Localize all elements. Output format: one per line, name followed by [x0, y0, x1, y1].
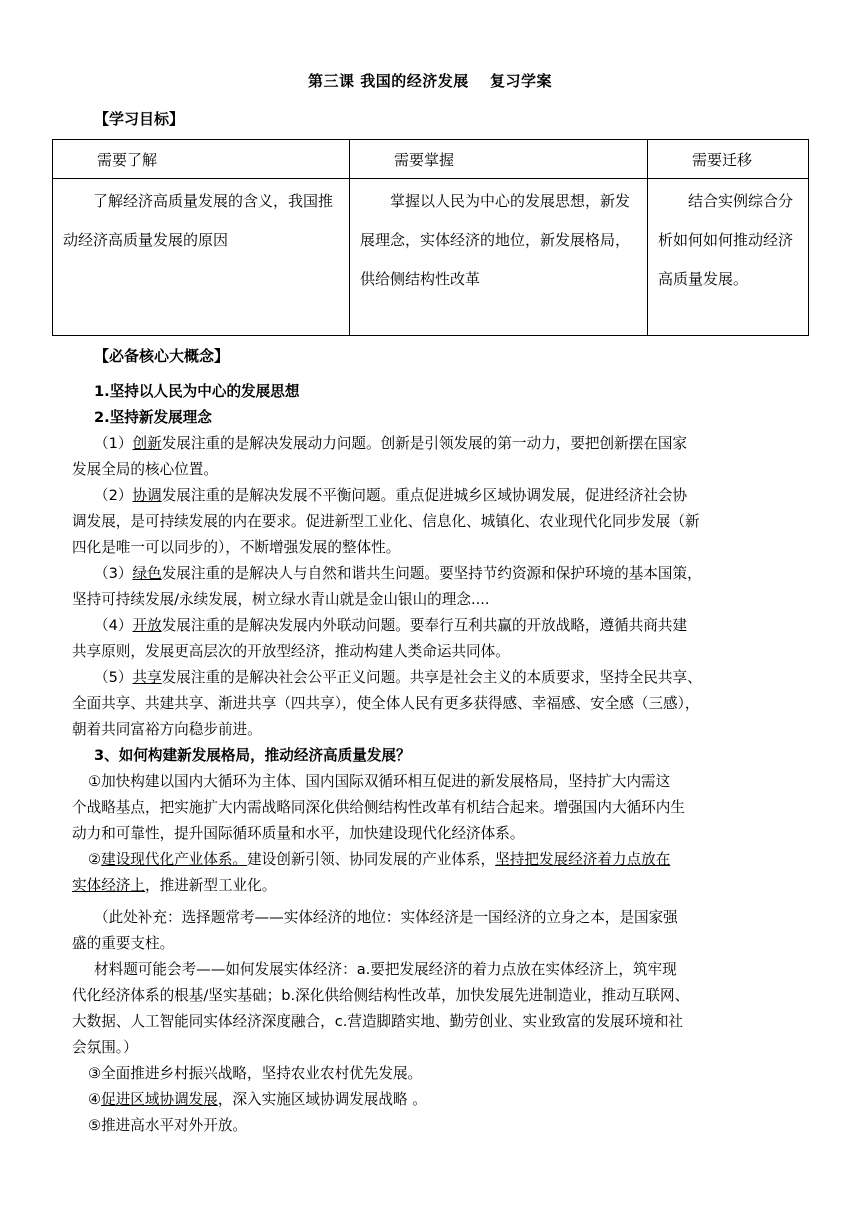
green-line-1: [94, 562, 702, 583]
point-2: 2.坚持新发展理念: [94, 409, 212, 426]
header-understand: 需要了解: [53, 140, 350, 179]
regional-keyword: 促进区域协调发展: [101, 1091, 218, 1108]
regional-line: [88, 1088, 427, 1109]
cell-transfer: [648, 179, 809, 336]
supplement-line-1: （此处补充：选择题常考——实体经济的地位：实体经济是一国经济的立身之本，是国家强: [94, 909, 678, 926]
sharing-line-2: 全面共享、共建共享、渐进共享（四共享），使全体人民有更多获得感、幸福感、安全感（三感），: [72, 695, 700, 712]
circulation-line-2: 个战略基点，把实施扩大内需战略同深化供给侧结构性改革有机结合起来。增强国内大循环内生: [72, 799, 685, 816]
open-line-2: 共享原则，发展更高层次的开放型经济，推动构建人类命运共同体。: [72, 643, 510, 660]
sharing-num: （5）: [94, 669, 133, 686]
open-keyword: 开放: [132, 617, 162, 634]
open-num: （4）: [94, 617, 133, 634]
material-line-3: 大数据、人工智能同实体经济深度融合，c.营造脚踏实地、勤劳创业、实业致富的发展环境和社: [72, 1013, 684, 1030]
goals-table: [52, 139, 809, 336]
material-line-2: 代化经济体系的根基/坚实基础；b.深化供给侧结构性改革，加快发展先进制造业，推动互联网、: [72, 987, 690, 1004]
industry-line-1: [88, 848, 670, 869]
green-keyword: 绿色: [132, 565, 162, 582]
circulation-line-1: ①加快构建以国内大循环为主体、国内国际双循环相互促进的新发展格局，坚持扩大内需这: [88, 773, 671, 790]
page-title: 第三课 我国的经济发展 复习学案: [308, 72, 552, 90]
coordination-keyword: 协调: [132, 487, 162, 504]
opening-line: ⑤推进高水平对外开放。: [88, 1117, 248, 1134]
sharing-line-3: 朝着共同富裕方向稳步前进。: [72, 721, 262, 738]
material-line-4: 会氛围。）: [72, 1039, 138, 1056]
regional-num: ④: [88, 1091, 102, 1108]
innovation-line-2: 发展全局的核心位置。: [72, 461, 218, 478]
sharing-line-1: [94, 666, 702, 687]
green-num: （3）: [94, 565, 133, 582]
cell-transfer-text: 结合实例综合分析如何如何推动经济高质量发展。: [658, 192, 794, 288]
open-line-1: [94, 614, 687, 635]
industry-text-2: ，推进新型工业化。: [144, 877, 277, 894]
innovation-num: （1）: [94, 435, 133, 452]
header-master: 需要掌握: [350, 140, 648, 179]
cell-understand-text: 了解经济高质量发展的含义，我国推动经济高质量发展的原因: [63, 192, 334, 249]
supplement-line-2: 盛的重要支柱。: [72, 935, 175, 952]
sharing-text: 发展注重的是解决社会公平正义问题。共享是社会主义的本质要求，坚持全民共享、: [161, 669, 702, 686]
goals-header-row: [53, 140, 809, 179]
cell-understand: [53, 179, 350, 336]
rural-line: ③全面推进乡村振兴战略，坚持农业农村优先发展。: [88, 1065, 423, 1082]
circulation-line-3: 动力和可靠性，提升国际循环质量和水平，加快建设现代化经济体系。: [72, 825, 525, 842]
coordination-line-2: 调发展，是可持续发展的内在要求。促进新型工业化、信息化、城镇化、农业现代化同步发展（新: [72, 513, 700, 530]
cell-master-text: 掌握以人民为中心的发展思想，新发展理念，实体经济的地位，新发展格局，供给侧结构性改革: [360, 192, 631, 288]
material-line-1: 材料题可能会考——如何发展实体经济：a.要把发展经济的着力点放在实体经济上，筑牢现: [94, 961, 677, 978]
industry-line-2: [72, 874, 276, 895]
coordination-line-3: 四化是唯一可以同步的），不断增强发展的整体性。: [72, 539, 401, 556]
industry-emphasis: 坚持把发展经济着力点放在: [495, 851, 671, 868]
sharing-keyword: 共享: [132, 669, 162, 686]
open-text: 发展注重的是解决发展内外联动问题。要奉行互利共赢的开放战略，遵循共商共建: [161, 617, 688, 634]
coordination-text: 发展注重的是解决发展不平衡问题。重点促进城乡区域协调发展，促进经济社会协: [161, 487, 688, 504]
real-economy-emphasis: 实体经济上: [72, 877, 145, 894]
green-text: 发展注重的是解决人与自然和谐共生问题。要坚持节约资源和保护环境的基本国策，: [161, 565, 702, 582]
innovation-line-1: [94, 432, 687, 453]
innovation-keyword: 创新: [132, 435, 162, 452]
innovation-text: 发展注重的是解决发展动力问题。创新是引领发展的第一动力，要把创新摆在国家: [161, 435, 688, 452]
coordination-line-1: [94, 484, 687, 505]
header-transfer: 需要迁移: [648, 140, 809, 179]
coordination-num: （2）: [94, 487, 133, 504]
point-1: 1.坚持以人民为中心的发展思想: [94, 383, 300, 400]
industry-text: 建设创新引领、协同发展的产业体系，: [247, 851, 496, 868]
industry-keyword: 建设现代化产业体系。: [101, 851, 248, 868]
green-line-2: 坚持可持续发展/永续发展，树立绿水青山就是金山银山的理念....: [72, 591, 490, 608]
goals-body-row: [53, 179, 809, 336]
cell-master: [350, 179, 648, 336]
goals-heading: 【学习目标】: [94, 110, 185, 128]
regional-text: ，深入实施区域协调发展战略 。: [217, 1091, 427, 1108]
question-3: 3、如何构建新发展格局，推动经济高质量发展？: [94, 747, 411, 764]
core-heading: 【必备核心大概念】: [94, 347, 230, 365]
industry-num: ②: [88, 851, 102, 868]
